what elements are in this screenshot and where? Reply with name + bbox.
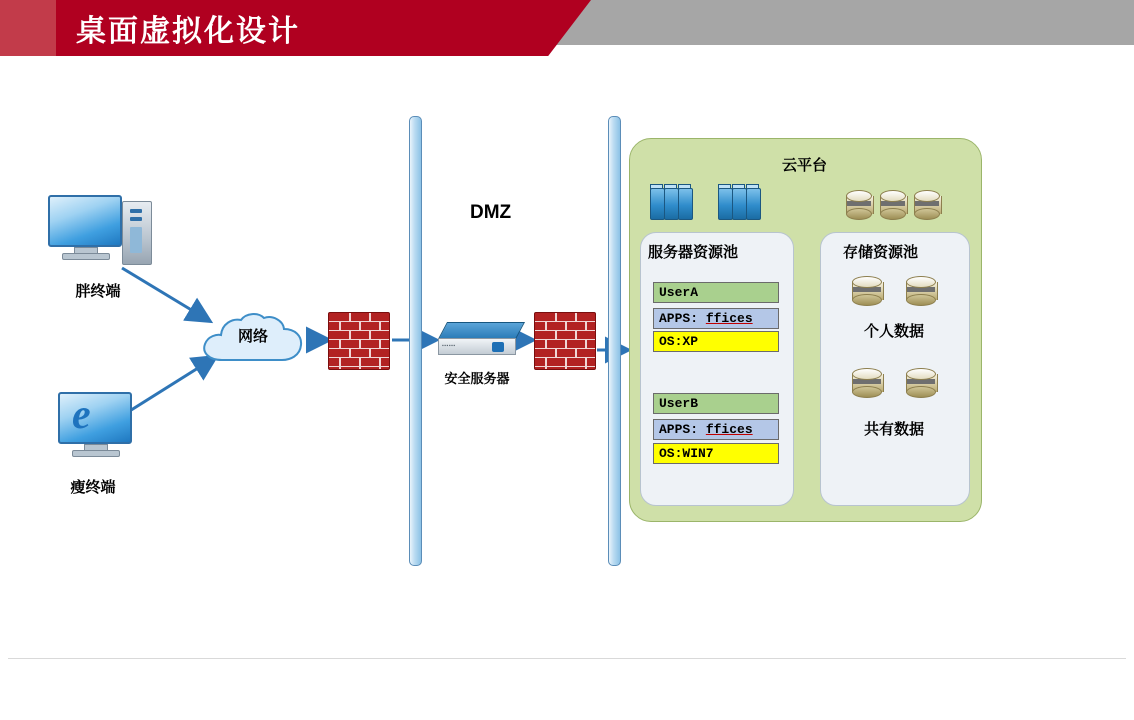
database-disk-icon <box>914 190 940 222</box>
vm-os-label: OS: <box>659 334 683 349</box>
vm-os-row <box>653 331 779 352</box>
database-disk-icon <box>880 190 906 222</box>
security-server-label: 安全服务器 <box>444 371 510 386</box>
header-accent-block <box>0 0 56 56</box>
shared-data-label: 共有数据 <box>863 421 924 438</box>
vm-os-row <box>653 443 779 464</box>
vm-os-value: WIN7 <box>682 446 714 461</box>
database-disk-icon <box>906 368 936 404</box>
browser-monitor-icon <box>58 392 132 444</box>
server-top-face <box>438 322 525 339</box>
tower-drive-slot <box>130 209 142 213</box>
vm-apps-label: APPS: <box>659 422 699 437</box>
vm-apps-row <box>653 308 779 329</box>
database-disk-icon <box>846 190 872 222</box>
tower-drive-slot <box>130 217 142 221</box>
dmz-boundary-right <box>608 116 621 566</box>
vm-apps-label: APPS: <box>659 311 699 326</box>
fat-client-group <box>48 195 158 265</box>
browser-logo-icon: e <box>72 392 91 438</box>
dmz-boundary-left <box>409 116 422 566</box>
thin-client-group <box>58 392 148 462</box>
vm-apps-row <box>653 419 779 440</box>
database-disk-icon <box>906 276 936 312</box>
fat-client-label: 胖终端 <box>75 283 121 300</box>
server-appliance-icon <box>438 322 516 356</box>
vm-apps-value: ffices <box>705 422 753 437</box>
firewall-brick-icon <box>328 312 390 370</box>
personal-data-label: 个人数据 <box>863 323 924 340</box>
server-brand-text: ▪▪▪▪▪▪ <box>442 343 456 349</box>
vm-apps-value: ffices <box>705 311 753 326</box>
footer-divider <box>8 658 1126 659</box>
storage-pool-title: 存储资源池 <box>843 244 919 261</box>
vm-user-row: UserB <box>653 393 779 414</box>
database-disk-icon <box>852 368 882 404</box>
storage-pool-panel <box>820 232 970 506</box>
dmz-label: DMZ <box>470 202 512 223</box>
firewall-brick-icon <box>534 312 596 370</box>
thin-client-label: 瘦终端 <box>70 479 116 496</box>
vm-user-row: UserA <box>653 282 779 303</box>
tower-panel <box>130 227 142 253</box>
network-cloud-label: 网络 <box>237 328 268 345</box>
server-pool-title: 服务器资源池 <box>648 244 739 261</box>
monitor-foot <box>62 253 110 260</box>
page-title: 桌面虚拟化设计 <box>76 15 300 48</box>
database-disk-icon <box>852 276 882 312</box>
desktop-computer-icon <box>48 195 122 247</box>
vm-os-value: XP <box>682 334 699 349</box>
server-badge-icon <box>492 342 504 352</box>
vm-os-label: OS: <box>659 446 683 461</box>
server-pool-panel <box>640 232 794 506</box>
monitor-foot <box>72 450 120 457</box>
cloud-platform-title: 云平台 <box>781 157 827 174</box>
